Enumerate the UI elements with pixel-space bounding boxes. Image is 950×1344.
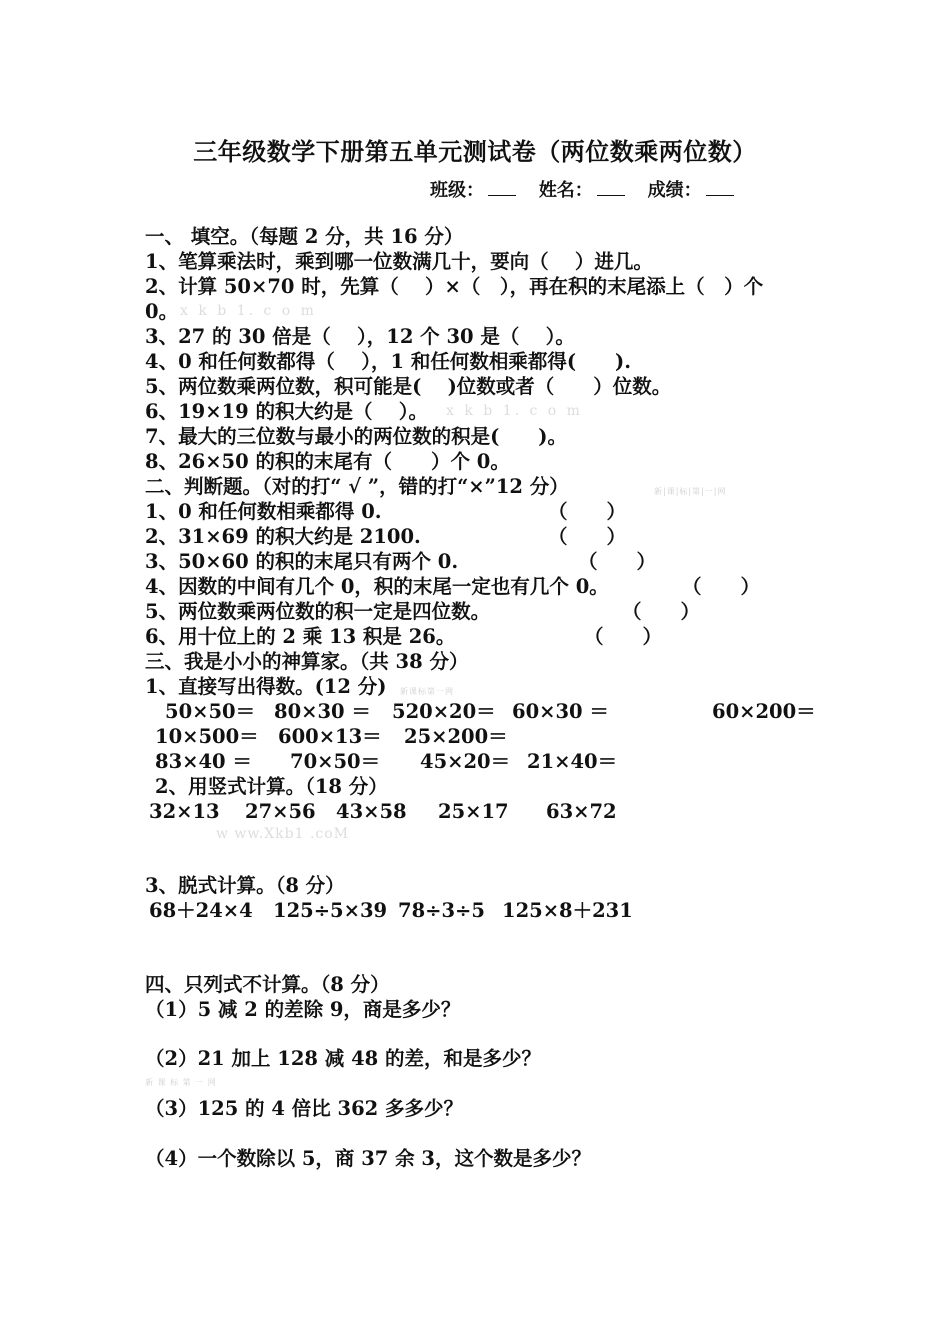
judge-answer-1[interactable]: （ ） bbox=[548, 500, 627, 523]
fill-question-2-cont: 0。 bbox=[145, 300, 179, 323]
fill-question-4: 4、0 和任何数都得（ ），1 和任何数相乘都得( ). bbox=[145, 350, 632, 373]
stepwise-calc: 78÷3÷5 bbox=[398, 899, 485, 922]
word-problem-3: （3）125 的 4 倍比 362 多多少？ bbox=[145, 1097, 463, 1120]
judge-answer-2[interactable]: （ ） bbox=[548, 525, 627, 548]
watermark: 新课标第一网 bbox=[400, 687, 454, 696]
judge-question-5: 5、两位数乘两位数的积一定是四位数。 bbox=[145, 600, 491, 623]
class-blank[interactable] bbox=[488, 179, 516, 196]
section2-heading: 二、判断题。（对的打“ √ ”，错的打“×”12 分） bbox=[145, 475, 569, 498]
judge-question-4: 4、因数的中间有几个 0，积的末尾一定也有几个 0。 bbox=[145, 575, 609, 598]
score-label: 成绩： bbox=[647, 180, 702, 201]
stepwise-calc: 68＋24×4 bbox=[149, 899, 253, 922]
word-problem-2: （2）21 加上 128 减 48 的差，和是多少？ bbox=[145, 1047, 541, 1070]
fill-question-6: 6、19×19 的积大约是（ ）。 bbox=[145, 400, 429, 423]
fill-question-5: 5、两位数乘两位数，积可能是( )位数或者（ ）位数。 bbox=[145, 375, 672, 398]
section4-heading: 四、只列式不计算。（8 分） bbox=[145, 973, 390, 996]
section3-sub1: 1、直接写出得数。(12 分) bbox=[145, 675, 387, 698]
page-title: 三年级数学下册第五单元测试卷（两位数乘两位数） bbox=[193, 137, 757, 166]
vertical-calc: 25×17 bbox=[438, 800, 509, 823]
vertical-calc: 32×13 bbox=[149, 800, 220, 823]
fill-question-8: 8、26×50 的积的末尾有（ ）个 0。 bbox=[145, 450, 510, 473]
mental-calc: 80×30 ＝ bbox=[274, 700, 371, 723]
vertical-calc: 27×56 bbox=[245, 800, 316, 823]
vertical-calc: 43×58 bbox=[336, 800, 407, 823]
fill-question-7: 7、最大的三位数与最小的两位数的积是( )。 bbox=[145, 425, 568, 448]
word-problem-4: （4）一个数除以 5，商 37 余 3，这个数是多少？ bbox=[145, 1147, 591, 1170]
mental-calc: 70×50＝ bbox=[290, 750, 381, 773]
mental-calc: 50×50＝ bbox=[165, 700, 256, 723]
watermark: 新 课 标 第 一 网 bbox=[145, 1078, 217, 1087]
section3-sub2: 2、用竖式计算。（18 分） bbox=[155, 775, 388, 798]
mental-calc: 520×20＝ bbox=[392, 700, 496, 723]
watermark: w ww.Xkb1 .coM bbox=[216, 826, 350, 842]
fill-question-1: 1、笔算乘法时，乘到哪一位数满几十，要向（ ）进几。 bbox=[145, 250, 653, 273]
name-blank[interactable] bbox=[597, 179, 625, 196]
student-info bbox=[430, 176, 738, 202]
section3-heading: 三、我是小小的神算家。（共 38 分） bbox=[145, 650, 469, 673]
class-label: 班级： bbox=[430, 180, 484, 201]
vertical-calc: 63×72 bbox=[546, 800, 617, 823]
mental-calc: 21×40＝ bbox=[527, 750, 618, 773]
stepwise-calc: 125÷5×39 bbox=[273, 899, 388, 922]
fill-question-2: 2、计算 50×70 时，先算（ ）×（ ），再在积的末尾添上（ ）个 bbox=[145, 275, 764, 298]
judge-answer-6[interactable]: （ ） bbox=[584, 625, 663, 648]
judge-question-6: 6、用十位上的 2 乘 13 积是 26。 bbox=[145, 625, 456, 648]
mental-calc: 45×20＝ bbox=[420, 750, 511, 773]
mental-calc: 60×200＝ bbox=[712, 700, 816, 723]
judge-question-2: 2、31×69 的积大约是 2100. bbox=[145, 525, 421, 548]
watermark: 新|课|标|第|一|网 bbox=[654, 487, 727, 496]
score-blank[interactable] bbox=[706, 179, 734, 196]
judge-answer-5[interactable]: （ ） bbox=[622, 600, 701, 623]
mental-calc: 60×30 ＝ bbox=[512, 700, 609, 723]
mental-calc: 83×40 ＝ bbox=[155, 750, 252, 773]
section3-sub3: 3、脱式计算。（8 分） bbox=[145, 874, 345, 897]
watermark: x k b 1. c o m bbox=[180, 303, 317, 319]
mental-calc: 10×500＝ bbox=[155, 725, 259, 748]
stepwise-calc: 125×8＋231 bbox=[502, 899, 633, 922]
watermark: x k b 1. c o m bbox=[446, 403, 583, 419]
judge-answer-3[interactable]: （ ） bbox=[578, 550, 657, 573]
mental-calc: 25×200＝ bbox=[404, 725, 508, 748]
name-label: 姓名： bbox=[538, 180, 593, 201]
judge-question-1: 1、0 和任何数相乘都得 0. bbox=[145, 500, 382, 523]
judge-question-3: 3、50×60 的积的末尾只有两个 0. bbox=[145, 550, 459, 573]
fill-question-3: 3、27 的 30 倍是（ ），12 个 30 是（ ）。 bbox=[145, 325, 575, 348]
mental-calc: 600×13＝ bbox=[278, 725, 382, 748]
section1-heading: 一、 填空。（每题 2 分，共 16 分） bbox=[145, 225, 464, 248]
judge-answer-4[interactable]: （ ） bbox=[682, 575, 761, 598]
word-problem-1: （1）5 减 2 的差除 9，商是多少？ bbox=[145, 998, 461, 1021]
